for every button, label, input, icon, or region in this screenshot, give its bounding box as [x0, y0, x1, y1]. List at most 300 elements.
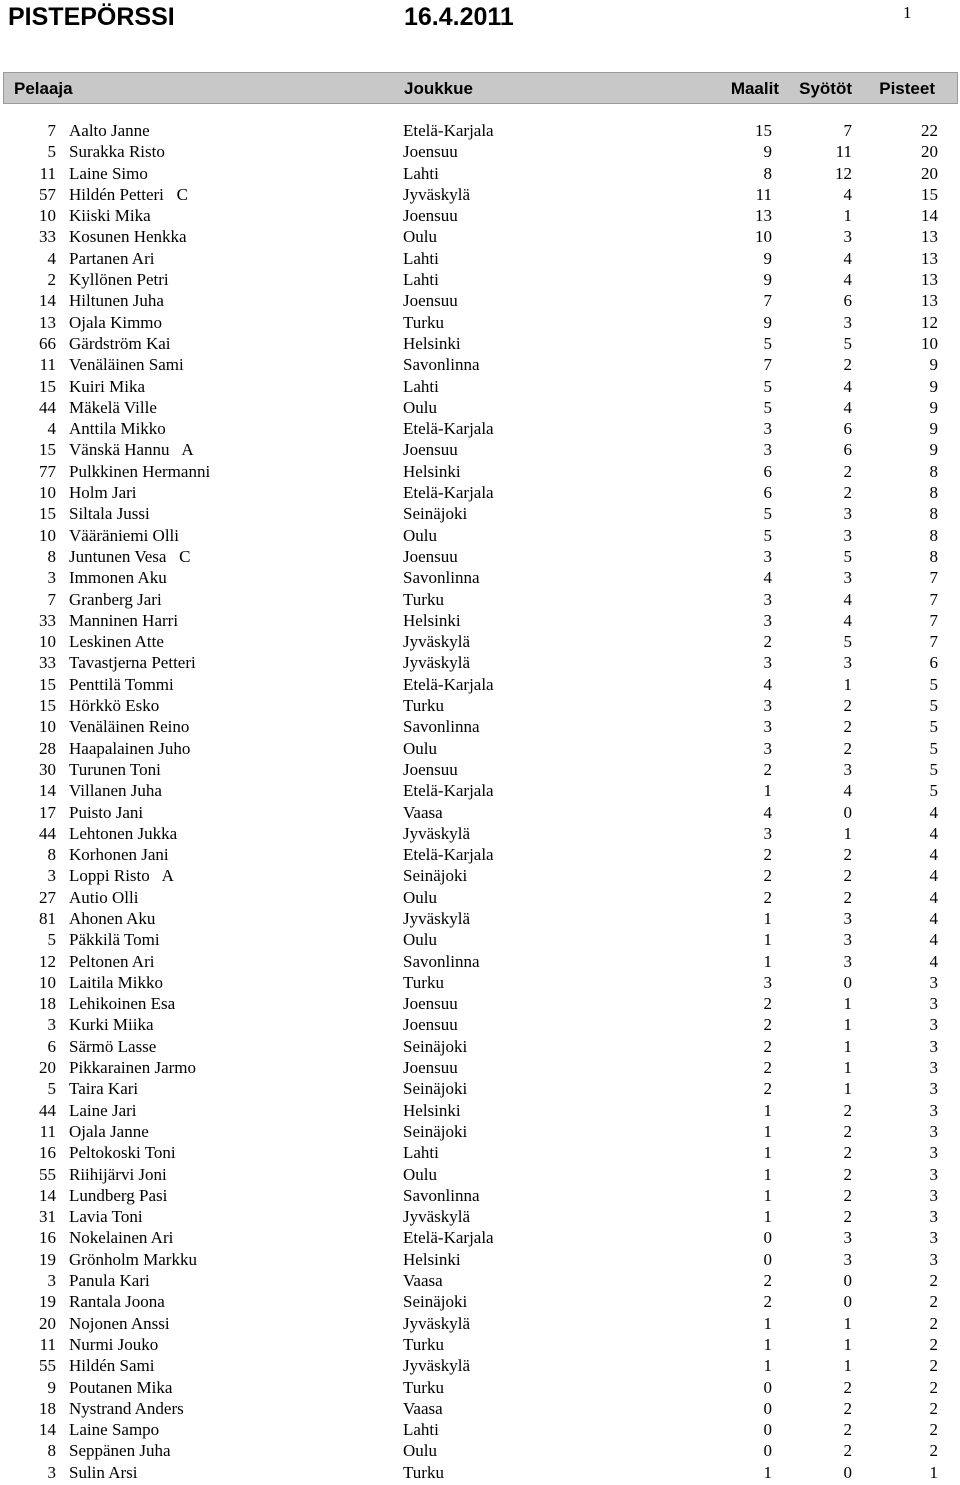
- assists-value: 5: [843, 546, 852, 566]
- player-number: 77: [39, 461, 56, 481]
- table-row: [0, 1440, 960, 1461]
- points-value: 3: [929, 1207, 938, 1227]
- goals-value: 4: [763, 674, 772, 694]
- player-number: 10: [39, 717, 56, 737]
- player-number: 11: [39, 163, 56, 183]
- player-number: 33: [39, 610, 56, 630]
- points-value: 3: [929, 1121, 938, 1141]
- player-name: Laine Sampo: [69, 1420, 160, 1440]
- assists-value: 6: [843, 291, 852, 311]
- player-name: Seppänen Juha: [69, 1441, 171, 1461]
- team-name: Seinäjoki: [403, 866, 468, 886]
- player-name: Juntunen Vesa C: [69, 546, 191, 566]
- goals-value: 2: [763, 1292, 772, 1312]
- table-row: [0, 418, 960, 439]
- page-date: 16.4.2011: [404, 3, 514, 31]
- goals-value: 6: [763, 483, 772, 503]
- goals-value: 13: [755, 206, 772, 226]
- player-number: 14: [39, 291, 56, 311]
- points-value: 4: [929, 908, 938, 928]
- player-number: 16: [39, 1143, 56, 1163]
- goals-value: 1: [763, 1334, 772, 1354]
- team-name: Etelä-Karjala: [403, 121, 494, 140]
- table-row: [0, 439, 960, 460]
- goals-value: 5: [763, 397, 772, 417]
- player-name: Rantala Joona: [69, 1292, 165, 1312]
- table-row: [0, 738, 960, 759]
- table-row: [0, 525, 960, 546]
- goals-value: 2: [763, 994, 772, 1014]
- goals-value: 1: [763, 1185, 772, 1205]
- assists-value: 1: [843, 1079, 852, 1099]
- team-name: Savonlinna: [403, 568, 480, 588]
- player-number: 10: [39, 632, 56, 652]
- points-value: 3: [929, 1015, 938, 1035]
- player-number: 15: [39, 504, 56, 524]
- table-row: [0, 1014, 960, 1035]
- goals-value: 1: [763, 1462, 772, 1482]
- points-value: 5: [929, 696, 938, 716]
- player-name: Partanen Ari: [69, 248, 155, 268]
- assists-value: 2: [843, 1441, 852, 1461]
- table-row: [0, 163, 960, 184]
- table-row: [0, 1164, 960, 1185]
- team-name: Turku: [403, 589, 444, 609]
- table-row: [0, 248, 960, 269]
- team-name: Seinäjoki: [403, 1036, 468, 1056]
- team-name: Oulu: [403, 397, 437, 417]
- points-value: 2: [929, 1334, 938, 1354]
- player-name: Laine Jari: [69, 1100, 137, 1120]
- table-row: [0, 1185, 960, 1206]
- player-number: 8: [47, 845, 56, 865]
- points-value: 3: [929, 1249, 938, 1269]
- goals-value: 1: [763, 1100, 772, 1120]
- page-header: [0, 0, 960, 40]
- table-row: [0, 1291, 960, 1312]
- goals-value: 1: [763, 1143, 772, 1163]
- team-name: Vaasa: [403, 1398, 443, 1418]
- player-name: Peltokoski Toni: [69, 1143, 176, 1163]
- player-name: Haapalainen Juho: [69, 738, 191, 758]
- team-name: Oulu: [403, 227, 437, 247]
- team-name: Savonlinna: [403, 1185, 480, 1205]
- points-value: 3: [929, 1185, 938, 1205]
- team-name: Joensuu: [403, 1015, 458, 1035]
- player-number: 10: [39, 972, 56, 992]
- table-row: [0, 461, 960, 482]
- points-value: 5: [929, 759, 938, 779]
- points-value: 12: [921, 312, 938, 332]
- assists-value: 2: [843, 1207, 852, 1227]
- goals-value: 0: [763, 1377, 772, 1397]
- points-value: 4: [929, 887, 938, 907]
- team-name: Joensuu: [403, 759, 458, 779]
- goals-value: 2: [763, 1058, 772, 1078]
- team-name: Etelä-Karjala: [403, 845, 494, 865]
- player-number: 5: [47, 142, 56, 162]
- assists-value: 12: [835, 163, 852, 183]
- player-name: Poutanen Mika: [69, 1377, 173, 1397]
- table-row: [0, 823, 960, 844]
- assists-value: 1: [843, 206, 852, 226]
- goals-value: 9: [763, 270, 772, 290]
- points-value: 9: [929, 440, 938, 460]
- player-number: 15: [39, 696, 56, 716]
- goals-value: 10: [755, 227, 772, 247]
- team-name: Lahti: [403, 1420, 439, 1440]
- player-name: Päkkilä Tomi: [69, 930, 160, 950]
- team-name: Jyväskylä: [403, 184, 471, 204]
- points-value: 2: [929, 1271, 938, 1291]
- points-value: 2: [929, 1398, 938, 1418]
- goals-value: 2: [763, 866, 772, 886]
- table-row: [0, 1270, 960, 1291]
- table-row: [0, 929, 960, 950]
- assists-value: 2: [843, 461, 852, 481]
- player-name: Kuiri Mika: [69, 376, 146, 396]
- points-value: 13: [921, 227, 938, 247]
- team-name: Joensuu: [403, 291, 458, 311]
- assists-value: 3: [843, 951, 852, 971]
- player-number: 20: [39, 1313, 56, 1333]
- player-number: 8: [47, 1441, 56, 1461]
- goals-value: 0: [763, 1249, 772, 1269]
- points-value: 3: [929, 1164, 938, 1184]
- table-row: [0, 290, 960, 311]
- page-title: PISTEPÖRSSI: [8, 3, 175, 31]
- assists-value: 7: [843, 121, 852, 140]
- points-value: 7: [929, 632, 938, 652]
- points-value: 8: [929, 546, 938, 566]
- assists-value: 2: [843, 1121, 852, 1141]
- player-number: 15: [39, 440, 56, 460]
- points-value: 4: [929, 866, 938, 886]
- goals-value: 7: [763, 355, 772, 375]
- assists-value: 2: [843, 1377, 852, 1397]
- points-value: 7: [929, 610, 938, 630]
- points-value: 20: [921, 163, 938, 183]
- goals-value: 1: [763, 930, 772, 950]
- team-name: Etelä-Karjala: [403, 781, 494, 801]
- player-number: 7: [47, 589, 56, 609]
- player-name: Hiltunen Juha: [69, 291, 164, 311]
- team-name: Oulu: [403, 1164, 437, 1184]
- assists-value: 1: [843, 1313, 852, 1333]
- table-row: [0, 120, 960, 141]
- table-row: [0, 1206, 960, 1227]
- assists-value: 3: [843, 653, 852, 673]
- player-number: 18: [39, 1398, 56, 1418]
- player-name: Penttilä Tommi: [69, 674, 174, 694]
- table-row: [0, 1078, 960, 1099]
- player-name: Puisto Jani: [69, 802, 144, 822]
- goals-value: 1: [763, 1164, 772, 1184]
- assists-value: 4: [843, 397, 852, 417]
- table-row: [0, 1227, 960, 1248]
- player-name: Grönholm Markku: [69, 1249, 197, 1269]
- player-number: 66: [39, 333, 56, 353]
- player-number: 14: [39, 781, 56, 801]
- player-number: 10: [39, 206, 56, 226]
- player-number: 14: [39, 1420, 56, 1440]
- player-name: Nokelainen Ari: [69, 1228, 174, 1248]
- player-number: 3: [47, 1462, 56, 1482]
- player-number: 3: [47, 1271, 56, 1291]
- assists-value: 3: [843, 568, 852, 588]
- goals-value: 9: [763, 142, 772, 162]
- table-row: [0, 1355, 960, 1376]
- goals-value: 1: [763, 1313, 772, 1333]
- assists-value: 2: [843, 1185, 852, 1205]
- assists-value: 4: [843, 376, 852, 396]
- goals-value: 3: [763, 653, 772, 673]
- goals-value: 8: [763, 163, 772, 183]
- assists-value: 3: [843, 930, 852, 950]
- player-number: 2: [47, 270, 56, 290]
- goals-value: 3: [763, 610, 772, 630]
- table-row: [0, 1313, 960, 1334]
- goals-value: 1: [763, 908, 772, 928]
- goals-value: 3: [763, 823, 772, 843]
- goals-value: 2: [763, 1015, 772, 1035]
- goals-value: 3: [763, 546, 772, 566]
- table-row: [0, 844, 960, 865]
- points-value: 7: [929, 589, 938, 609]
- team-name: Etelä-Karjala: [403, 483, 494, 503]
- points-value: 8: [929, 504, 938, 524]
- player-number: 17: [39, 802, 56, 822]
- player-number: 8: [47, 546, 56, 566]
- table-row: [0, 333, 960, 354]
- team-name: Turku: [403, 1377, 444, 1397]
- points-value: 3: [929, 972, 938, 992]
- team-name: Turku: [403, 1334, 444, 1354]
- player-name: Lundberg Pasi: [69, 1185, 168, 1205]
- player-number: 14: [39, 1185, 56, 1205]
- assists-value: 3: [843, 1249, 852, 1269]
- goals-value: 3: [763, 440, 772, 460]
- player-name: Ahonen Aku: [69, 908, 156, 928]
- team-name: Etelä-Karjala: [403, 419, 494, 439]
- assists-value: 2: [843, 1164, 852, 1184]
- table-row: [0, 1142, 960, 1163]
- player-name: Hildén Sami: [69, 1356, 155, 1376]
- player-number: 19: [39, 1249, 56, 1269]
- table-row: [0, 226, 960, 247]
- goals-value: 2: [763, 632, 772, 652]
- player-name: Villanen Juha: [69, 781, 162, 801]
- team-name: Helsinki: [403, 1249, 461, 1269]
- assists-value: 4: [843, 270, 852, 290]
- points-value: 2: [929, 1313, 938, 1333]
- goals-value: 5: [763, 333, 772, 353]
- table-row: [0, 631, 960, 652]
- assists-value: 5: [843, 333, 852, 353]
- team-name: Jyväskylä: [403, 908, 471, 928]
- player-number: 13: [39, 312, 56, 332]
- team-name: Oulu: [403, 525, 437, 545]
- table-row: [0, 908, 960, 929]
- assists-value: 3: [843, 504, 852, 524]
- table-row: [0, 589, 960, 610]
- player-number: 4: [47, 248, 56, 268]
- table-row: [0, 887, 960, 908]
- team-name: Seinäjoki: [403, 1292, 468, 1312]
- player-name: Autio Olli: [69, 887, 139, 907]
- assists-value: 1: [843, 1356, 852, 1376]
- player-name: Manninen Harri: [69, 610, 179, 630]
- team-name: Etelä-Karjala: [403, 1228, 494, 1248]
- table-row: [0, 1249, 960, 1270]
- team-name: Oulu: [403, 930, 437, 950]
- player-name: Immonen Aku: [69, 568, 167, 588]
- team-name: Jyväskylä: [403, 653, 471, 673]
- team-name: Vaasa: [403, 802, 443, 822]
- goals-value: 0: [763, 1420, 772, 1440]
- points-value: 9: [929, 376, 938, 396]
- player-name: Riihijärvi Joni: [69, 1164, 167, 1184]
- points-value: 8: [929, 461, 938, 481]
- points-value: 8: [929, 483, 938, 503]
- assists-value: 4: [843, 184, 852, 204]
- team-name: Lahti: [403, 1143, 439, 1163]
- goals-value: 4: [763, 802, 772, 822]
- player-number: 28: [39, 738, 56, 758]
- player-number: 5: [47, 1079, 56, 1099]
- points-value: 1: [929, 1462, 938, 1482]
- table-row: [0, 1377, 960, 1398]
- assists-value: 3: [843, 312, 852, 332]
- player-number: 19: [39, 1292, 56, 1312]
- player-number: 16: [39, 1228, 56, 1248]
- assists-value: 1: [843, 674, 852, 694]
- team-name: Jyväskylä: [403, 823, 471, 843]
- points-value: 5: [929, 674, 938, 694]
- points-value: 6: [929, 653, 938, 673]
- player-number: 44: [39, 397, 56, 417]
- table-row: [0, 802, 960, 823]
- goals-value: 3: [763, 738, 772, 758]
- player-name: Nystrand Anders: [69, 1398, 184, 1418]
- column-header-team: Joukkue: [404, 79, 473, 98]
- player-name: Tavastjerna Petteri: [69, 653, 196, 673]
- player-name: Kiiski Mika: [69, 206, 151, 226]
- team-name: Helsinki: [403, 610, 461, 630]
- goals-value: 0: [763, 1398, 772, 1418]
- points-value: 10: [921, 333, 938, 353]
- player-name: Vääräniemi Olli: [69, 525, 179, 545]
- assists-value: 2: [843, 696, 852, 716]
- points-value: 15: [921, 184, 938, 204]
- table-row: [0, 482, 960, 503]
- player-name: Kyllönen Petri: [69, 270, 169, 290]
- assists-value: 0: [843, 1292, 852, 1312]
- player-number: 6: [47, 1036, 56, 1056]
- player-name: Laitila Mikko: [69, 972, 163, 992]
- assists-value: 0: [843, 1462, 852, 1482]
- player-number: 12: [39, 951, 56, 971]
- player-number: 3: [47, 866, 56, 886]
- player-name: Nojonen Anssi: [69, 1313, 170, 1333]
- table-row: [0, 546, 960, 567]
- player-name: Peltonen Ari: [69, 951, 155, 971]
- team-name: Joensuu: [403, 142, 458, 162]
- assists-value: 0: [843, 1271, 852, 1291]
- team-name: Vaasa: [403, 1271, 443, 1291]
- assists-value: 2: [843, 738, 852, 758]
- table-row: [0, 759, 960, 780]
- team-name: Joensuu: [403, 994, 458, 1014]
- points-value: 4: [929, 845, 938, 865]
- goals-value: 2: [763, 845, 772, 865]
- player-number: 18: [39, 994, 56, 1014]
- points-value: 3: [929, 994, 938, 1014]
- table-row: [0, 1036, 960, 1057]
- column-header-points: Pisteet: [879, 79, 935, 98]
- team-name: Jyväskylä: [403, 1207, 471, 1227]
- goals-value: 0: [763, 1228, 772, 1248]
- table-row: [0, 141, 960, 162]
- points-value: 9: [929, 419, 938, 439]
- assists-value: 3: [843, 227, 852, 247]
- points-value: 20: [921, 142, 938, 162]
- points-value: 4: [929, 930, 938, 950]
- player-name: Hörkkö Esko: [69, 696, 160, 716]
- player-name: Siltala Jussi: [69, 504, 150, 524]
- points-value: 2: [929, 1356, 938, 1376]
- player-name: Venäläinen Sami: [69, 355, 184, 375]
- player-name: Aalto Janne: [69, 121, 150, 140]
- team-name: Oulu: [403, 887, 437, 907]
- team-name: Lahti: [403, 163, 439, 183]
- table-row: [0, 269, 960, 290]
- points-value: 3: [929, 1036, 938, 1056]
- table-row: [0, 1462, 960, 1483]
- goals-value: 6: [763, 461, 772, 481]
- player-number: 33: [39, 227, 56, 247]
- points-value: 5: [929, 717, 938, 737]
- player-name: Ojala Kimmo: [69, 312, 163, 332]
- points-value: 3: [929, 1228, 938, 1248]
- assists-value: 2: [843, 845, 852, 865]
- player-number: 27: [39, 887, 56, 907]
- player-name: Lehikoinen Esa: [69, 994, 176, 1014]
- goals-value: 1: [763, 781, 772, 801]
- assists-value: 4: [843, 610, 852, 630]
- assists-value: 1: [843, 823, 852, 843]
- points-value: 2: [929, 1377, 938, 1397]
- assists-value: 6: [843, 440, 852, 460]
- player-number: 55: [39, 1356, 56, 1376]
- assists-value: 2: [843, 355, 852, 375]
- player-number: 10: [39, 525, 56, 545]
- table-row: [0, 1334, 960, 1355]
- points-value: 5: [929, 781, 938, 801]
- assists-value: 3: [843, 759, 852, 779]
- player-name: Mäkelä Ville: [69, 397, 157, 417]
- player-name: Turunen Toni: [69, 759, 161, 779]
- assists-value: 11: [835, 142, 852, 162]
- goals-value: 1: [763, 1207, 772, 1227]
- player-number: 44: [39, 823, 56, 843]
- points-value: 2: [929, 1420, 938, 1440]
- player-name: Taira Kari: [69, 1079, 139, 1099]
- goals-value: 7: [763, 291, 772, 311]
- goals-value: 4: [763, 568, 772, 588]
- player-number: 11: [39, 1121, 56, 1141]
- team-name: Lahti: [403, 376, 439, 396]
